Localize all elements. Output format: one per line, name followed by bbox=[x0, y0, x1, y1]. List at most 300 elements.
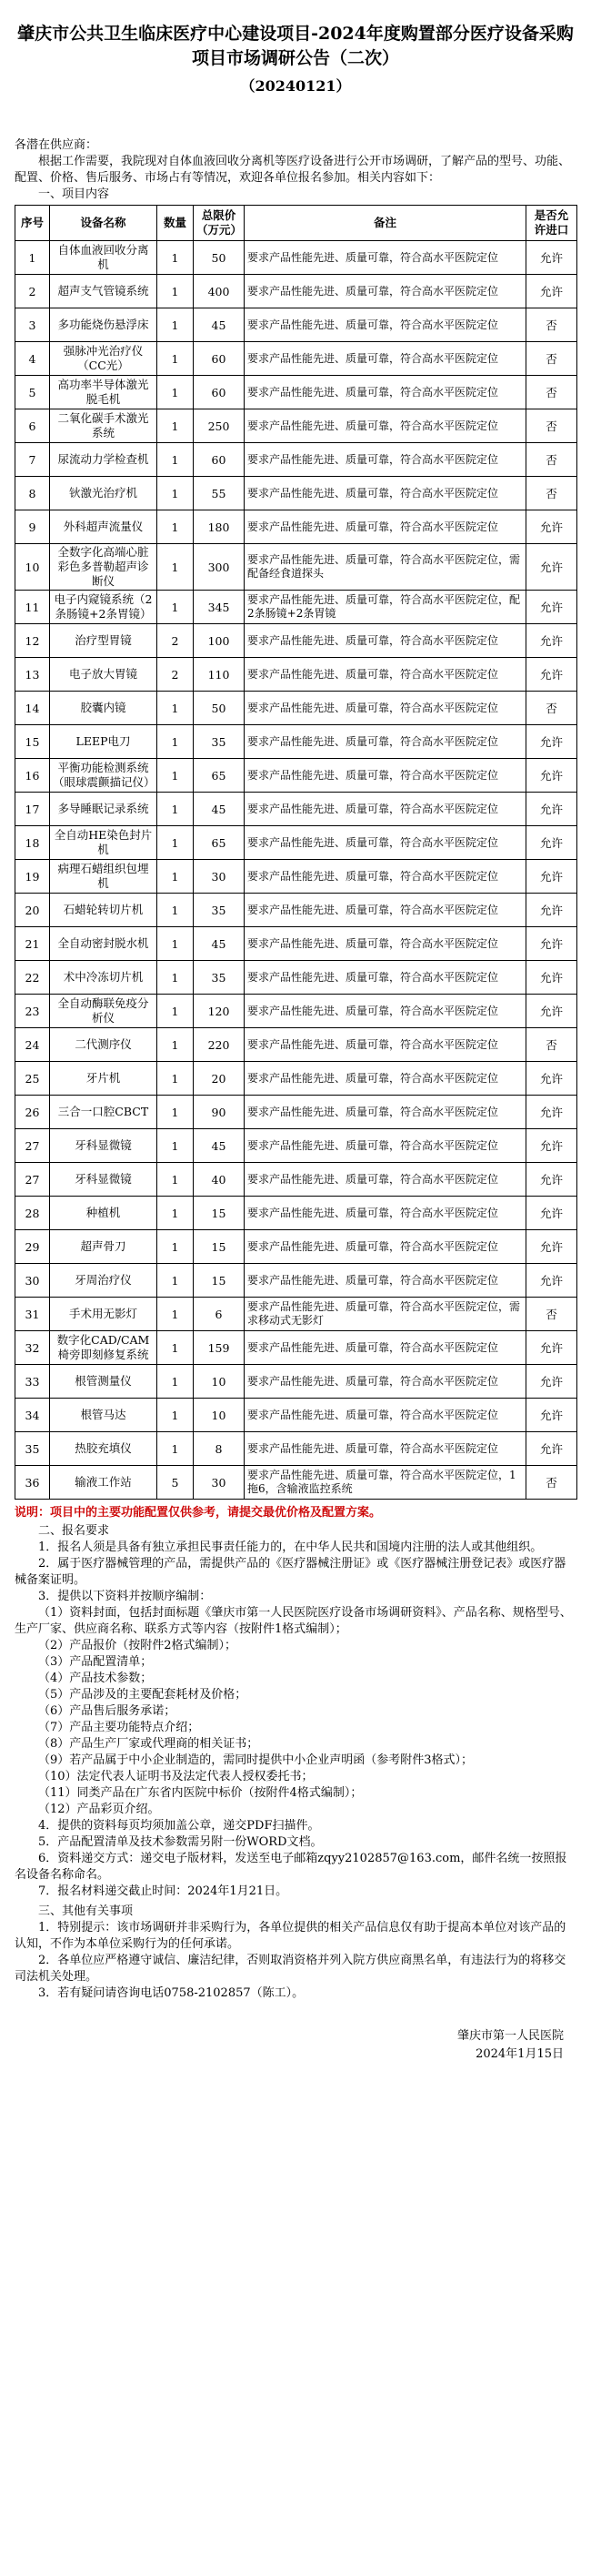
cell-qty: 1 bbox=[157, 1062, 194, 1096]
table-row bbox=[15, 342, 577, 376]
list-item: 2．属于医疗器械管理的产品，需提供产品的《医疗器械注册证》或《医疗器械注册登记表》或医疗器械备案证明。 bbox=[15, 1557, 566, 1587]
list-item: 7．报名材料递交截止时间：2024年1月21日。 bbox=[38, 1884, 288, 1898]
cell-no: 31 bbox=[15, 1298, 50, 1331]
cell-no: 3 bbox=[15, 308, 50, 342]
list-item: 2．各单位应严格遵守诚信、廉洁纪律，否则取消资格并列入院方供应商黑名单，有违法行为的将移交司法机关处理。 bbox=[15, 1954, 566, 1984]
cell-import: 允许 bbox=[526, 894, 577, 927]
cell-name: 二代测序仪 bbox=[50, 1028, 157, 1062]
list-item: （11）同类产品在广东省内医院中标价（按附件4格式编制）； bbox=[38, 1786, 363, 1800]
cell-no: 24 bbox=[15, 1028, 50, 1062]
intro-block bbox=[0, 137, 591, 203]
cell-import: 否 bbox=[526, 1028, 577, 1062]
cell-import: 允许 bbox=[526, 1096, 577, 1129]
table-row bbox=[15, 894, 577, 927]
cell-import: 否 bbox=[526, 692, 577, 725]
cell-name: 强脉冲光治疗仪（CC光） bbox=[50, 342, 157, 376]
list-item: （12）产品彩页介绍。 bbox=[38, 1803, 160, 1816]
table-row bbox=[15, 725, 577, 759]
cell-price: 30 bbox=[194, 1466, 245, 1500]
list-item: （7）产品主要功能特点介绍； bbox=[38, 1721, 200, 1734]
signature-org: 肇庆市第一人民医院 bbox=[456, 2029, 564, 2043]
cell-name: 全自动密封脱水机 bbox=[50, 927, 157, 961]
cell-price: 55 bbox=[194, 477, 245, 510]
cell-qty: 1 bbox=[157, 1298, 194, 1331]
cell-name: 超声骨刀 bbox=[50, 1230, 157, 1264]
cell-import: 允许 bbox=[526, 1331, 577, 1365]
cell-qty: 1 bbox=[157, 1163, 194, 1197]
cell-import: 允许 bbox=[526, 591, 577, 624]
cell-import: 允许 bbox=[526, 995, 577, 1028]
cell-qty: 1 bbox=[157, 961, 194, 995]
cell-name: 自体血液回收分离机 bbox=[50, 241, 157, 275]
cell-qty: 1 bbox=[157, 1197, 194, 1230]
cell-name: 全自动酶联免疫分析仪 bbox=[50, 995, 157, 1028]
cell-price: 60 bbox=[194, 342, 245, 376]
cell-import: 否 bbox=[526, 409, 577, 443]
cell-price: 110 bbox=[194, 658, 245, 692]
col-header-price: 总限价（万元） bbox=[194, 206, 245, 241]
cell-no: 32 bbox=[15, 1331, 50, 1365]
cell-import: 允许 bbox=[526, 241, 577, 275]
cell-qty: 1 bbox=[157, 725, 194, 759]
cell-qty: 1 bbox=[157, 826, 194, 860]
cell-note: 要求产品性能先进、质量可靠，符合高水平医院定位 bbox=[245, 1096, 526, 1129]
list-item: 4．提供的资料每页均须加盖公章，递交PDF扫描件。 bbox=[38, 1819, 320, 1833]
cell-note: 要求产品性能先进、质量可靠，符合高水平医院定位，1拖6，含输液监控系统 bbox=[245, 1466, 526, 1500]
cell-no: 5 bbox=[15, 376, 50, 409]
page-title: 肇庆市公共卫生临床医疗中心建设项目-2024年度购置部分医疗设备采购项目市场调研公告（二次） bbox=[17, 24, 574, 68]
table-row bbox=[15, 275, 577, 308]
cell-note: 要求产品性能先进、质量可靠，符合高水平医院定位 bbox=[245, 376, 526, 409]
cell-no: 21 bbox=[15, 927, 50, 961]
table-row bbox=[15, 1062, 577, 1096]
cell-no: 25 bbox=[15, 1062, 50, 1096]
cell-no: 33 bbox=[15, 1365, 50, 1399]
table-row bbox=[15, 995, 577, 1028]
list-item: （10）法定代表人证明书及法定代表人授权委托书； bbox=[38, 1770, 314, 1783]
cell-name: 三合一口腔CBCT bbox=[50, 1096, 157, 1129]
table-row bbox=[15, 477, 577, 510]
cell-qty: 1 bbox=[157, 544, 194, 591]
cell-price: 6 bbox=[194, 1298, 245, 1331]
cell-note: 要求产品性能先进、质量可靠，符合高水平医院定位 bbox=[245, 342, 526, 376]
cell-note: 要求产品性能先进、质量可靠，符合高水平医院定位 bbox=[245, 308, 526, 342]
list-item: 3．提供以下资料并按顺序编制： bbox=[38, 1590, 212, 1603]
cell-no: 11 bbox=[15, 591, 50, 624]
table-row bbox=[15, 1230, 577, 1264]
list-item: （5）产品涉及的主要配套耗材及价格； bbox=[38, 1688, 247, 1702]
col-header-qty: 数量 bbox=[157, 206, 194, 241]
cell-note: 要求产品性能先进、质量可靠，符合高水平医院定位 bbox=[245, 658, 526, 692]
cell-note: 要求产品性能先进、质量可靠，符合高水平医院定位，需求移动式无影灯 bbox=[245, 1298, 526, 1331]
cell-name: 手术用无影灯 bbox=[50, 1298, 157, 1331]
cell-import: 允许 bbox=[526, 759, 577, 793]
table-row bbox=[15, 961, 577, 995]
salutation: 各潜在供应商： bbox=[15, 138, 98, 152]
cell-price: 35 bbox=[194, 725, 245, 759]
cell-import: 允许 bbox=[526, 1264, 577, 1298]
cell-qty: 1 bbox=[157, 927, 194, 961]
cell-import: 否 bbox=[526, 376, 577, 409]
cell-import: 允许 bbox=[526, 1230, 577, 1264]
cell-name: 数字化CAD/CAM椅旁即刻修复系统 bbox=[50, 1331, 157, 1365]
cell-note: 要求产品性能先进、质量可靠，符合高水平医院定位 bbox=[245, 1197, 526, 1230]
cell-qty: 1 bbox=[157, 591, 194, 624]
table-row bbox=[15, 1331, 577, 1365]
cell-no: 6 bbox=[15, 409, 50, 443]
cell-price: 45 bbox=[194, 308, 245, 342]
cell-name: 种植机 bbox=[50, 1197, 157, 1230]
section-2-items bbox=[15, 1540, 576, 1900]
cell-import: 允许 bbox=[526, 1432, 577, 1466]
cell-qty: 1 bbox=[157, 443, 194, 477]
cell-qty: 1 bbox=[157, 995, 194, 1028]
cell-qty: 1 bbox=[157, 308, 194, 342]
cell-note: 要求产品性能先进、质量可靠，符合高水平医院定位 bbox=[245, 725, 526, 759]
table-row bbox=[15, 544, 577, 591]
cell-import: 允许 bbox=[526, 1129, 577, 1163]
cell-name: 治疗型胃镜 bbox=[50, 624, 157, 658]
cell-import: 允许 bbox=[526, 927, 577, 961]
cell-import: 否 bbox=[526, 1298, 577, 1331]
cell-no: 1 bbox=[15, 241, 50, 275]
cell-qty: 1 bbox=[157, 793, 194, 826]
cell-note: 要求产品性能先进、质量可靠，符合高水平医院定位 bbox=[245, 510, 526, 544]
col-header-note: 备注 bbox=[245, 206, 526, 241]
cell-note: 要求产品性能先进、质量可靠，符合高水平医院定位 bbox=[245, 860, 526, 894]
cell-import: 允许 bbox=[526, 1399, 577, 1432]
cell-name: 根管测量仪 bbox=[50, 1365, 157, 1399]
cell-note: 要求产品性能先进、质量可靠，符合高水平医院定位 bbox=[245, 826, 526, 860]
cell-price: 15 bbox=[194, 1230, 245, 1264]
cell-price: 10 bbox=[194, 1399, 245, 1432]
cell-no: 13 bbox=[15, 658, 50, 692]
cell-name: 牙科显微镜 bbox=[50, 1163, 157, 1197]
list-item: 1．特别提示：该市场调研并非采购行为，各单位提供的相关产品信息仅有助于提高本单位对该产品的认知，不作为本单位采购行为的任何承诺。 bbox=[15, 1921, 566, 1951]
table-row bbox=[15, 376, 577, 409]
cell-note: 要求产品性能先进、质量可靠，符合高水平医院定位 bbox=[245, 1129, 526, 1163]
cell-qty: 1 bbox=[157, 759, 194, 793]
cell-no: 19 bbox=[15, 860, 50, 894]
cell-price: 20 bbox=[194, 1062, 245, 1096]
cell-note: 要求产品性能先进、质量可靠，符合高水平医院定位 bbox=[245, 1230, 526, 1264]
col-header-no: 序号 bbox=[15, 206, 50, 241]
cell-note: 要求产品性能先进、质量可靠，符合高水平医院定位 bbox=[245, 624, 526, 658]
table-row bbox=[15, 860, 577, 894]
cell-no: 2 bbox=[15, 275, 50, 308]
cell-name: 石蜡轮转切片机 bbox=[50, 894, 157, 927]
cell-name: 平衡功能检测系统（眼球震颤描记仪） bbox=[50, 759, 157, 793]
cell-qty: 1 bbox=[157, 1399, 194, 1432]
cell-no: 26 bbox=[15, 1096, 50, 1129]
cell-import: 否 bbox=[526, 342, 577, 376]
cell-qty: 1 bbox=[157, 1129, 194, 1163]
cell-name: 牙科显微镜 bbox=[50, 1129, 157, 1163]
cell-name: 钬激光治疗机 bbox=[50, 477, 157, 510]
table-body bbox=[15, 241, 577, 1500]
cell-price: 45 bbox=[194, 927, 245, 961]
cell-note: 要求产品性能先进、质量可靠，符合高水平医院定位 bbox=[245, 793, 526, 826]
cell-price: 60 bbox=[194, 443, 245, 477]
cell-price: 15 bbox=[194, 1197, 245, 1230]
cell-note: 要求产品性能先进、质量可靠，符合高水平医院定位 bbox=[245, 1432, 526, 1466]
cell-name: 病理石蜡组织包埋机 bbox=[50, 860, 157, 894]
cell-note: 要求产品性能先进、质量可靠，符合高水平医院定位 bbox=[245, 692, 526, 725]
cell-no: 18 bbox=[15, 826, 50, 860]
cell-qty: 1 bbox=[157, 1096, 194, 1129]
cell-price: 45 bbox=[194, 793, 245, 826]
cell-import: 否 bbox=[526, 1466, 577, 1500]
cell-qty: 1 bbox=[157, 692, 194, 725]
cell-no: 34 bbox=[15, 1399, 50, 1432]
cell-name: 术中冷冻切片机 bbox=[50, 961, 157, 995]
cell-note: 要求产品性能先进、质量可靠，符合高水平医院定位 bbox=[245, 1028, 526, 1062]
table-row bbox=[15, 1365, 577, 1399]
cell-price: 60 bbox=[194, 376, 245, 409]
cell-import: 允许 bbox=[526, 1197, 577, 1230]
cell-price: 50 bbox=[194, 692, 245, 725]
table-row bbox=[15, 1298, 577, 1331]
cell-qty: 1 bbox=[157, 1432, 194, 1466]
cell-qty: 2 bbox=[157, 658, 194, 692]
cell-no: 4 bbox=[15, 342, 50, 376]
list-item: 3．若有疑问请咨询电话0758-2102857（陈工）。 bbox=[38, 1986, 305, 2000]
cell-name: 多导睡眠记录系统 bbox=[50, 793, 157, 826]
cell-import: 否 bbox=[526, 308, 577, 342]
cell-name: 电子放大胃镜 bbox=[50, 658, 157, 692]
cell-price: 40 bbox=[194, 1163, 245, 1197]
cell-no: 22 bbox=[15, 961, 50, 995]
cell-qty: 1 bbox=[157, 241, 194, 275]
table-row bbox=[15, 624, 577, 658]
cell-note: 要求产品性能先进、质量可靠，符合高水平医院定位 bbox=[245, 995, 526, 1028]
cell-qty: 2 bbox=[157, 624, 194, 658]
list-item: 1．报名人须是具备有独立承担民事责任能力的，在中华人民共和国境内注册的法人或其他组织。 bbox=[38, 1541, 543, 1554]
cell-import: 允许 bbox=[526, 961, 577, 995]
cell-price: 100 bbox=[194, 624, 245, 658]
list-item: （2）产品报价（按附件2格式编制）； bbox=[38, 1639, 237, 1652]
cell-price: 90 bbox=[194, 1096, 245, 1129]
list-item: （9）若产品属于中小企业制造的，需同时提供中小企业声明函（参考附件3格式）； bbox=[38, 1753, 474, 1767]
cell-qty: 1 bbox=[157, 342, 194, 376]
list-item: （1）资料封面，包括封面标题《肇庆市第一人民医院医疗设备市场调研资料》、产品名称、规格型号、生产厂家、供应商名称、联系方式等内容（按附件1格式编制）； bbox=[15, 1606, 572, 1636]
equipment-table bbox=[15, 205, 577, 1500]
cell-qty: 1 bbox=[157, 409, 194, 443]
cell-qty: 1 bbox=[157, 376, 194, 409]
cell-note: 要求产品性能先进、质量可靠，符合高水平医院定位 bbox=[245, 961, 526, 995]
table-row bbox=[15, 692, 577, 725]
table-row bbox=[15, 1096, 577, 1129]
cell-qty: 1 bbox=[157, 510, 194, 544]
section-1-title: 一、项目内容 bbox=[38, 187, 110, 201]
cell-price: 250 bbox=[194, 409, 245, 443]
cell-name: 胶囊内镜 bbox=[50, 692, 157, 725]
cell-no: 9 bbox=[15, 510, 50, 544]
cell-price: 65 bbox=[194, 826, 245, 860]
cell-name: 牙周治疗仪 bbox=[50, 1264, 157, 1298]
list-item: （3）产品配置清单； bbox=[38, 1655, 153, 1669]
cell-price: 220 bbox=[194, 1028, 245, 1062]
cell-import: 允许 bbox=[526, 624, 577, 658]
cell-note: 要求产品性能先进、质量可靠，符合高水平医院定位 bbox=[245, 1264, 526, 1298]
cell-note: 要求产品性能先进、质量可靠，符合高水平医院定位 bbox=[245, 1163, 526, 1197]
cell-name: 根管马达 bbox=[50, 1399, 157, 1432]
cell-price: 120 bbox=[194, 995, 245, 1028]
cell-import: 允许 bbox=[526, 1365, 577, 1399]
notice-text: 说明：项目中的主要功能配置仅供参考，请提交最优价格及配置方案。 bbox=[15, 1506, 382, 1520]
cell-qty: 1 bbox=[157, 1365, 194, 1399]
section-3-items bbox=[15, 1920, 576, 2002]
cell-price: 45 bbox=[194, 1129, 245, 1163]
intro-paragraph: 根据工作需要，我院现对自体血液回收分离机等医疗设备进行公开市场调研，了解产品的型号、功能、配置、价格、售后服务、市场占有等情况，欢迎各单位报名参加。相关内容如下： bbox=[15, 155, 571, 185]
table-row bbox=[15, 1399, 577, 1432]
cell-import: 允许 bbox=[526, 658, 577, 692]
cell-no: 8 bbox=[15, 477, 50, 510]
cell-note: 要求产品性能先进、质量可靠，符合高水平医院定位 bbox=[245, 1365, 526, 1399]
list-item: （4）产品技术参数； bbox=[38, 1672, 153, 1685]
cell-import: 允许 bbox=[526, 275, 577, 308]
cell-no: 12 bbox=[15, 624, 50, 658]
cell-price: 35 bbox=[194, 894, 245, 927]
cell-name: LEEP电刀 bbox=[50, 725, 157, 759]
cell-note: 要求产品性能先进、质量可靠，符合高水平医院定位 bbox=[245, 241, 526, 275]
cell-note: 要求产品性能先进、质量可靠，符合高水平医院定位 bbox=[245, 275, 526, 308]
list-item: （6）产品售后服务承诺； bbox=[38, 1704, 176, 1718]
cell-import: 否 bbox=[526, 443, 577, 477]
cell-import: 允许 bbox=[526, 860, 577, 894]
cell-price: 10 bbox=[194, 1365, 245, 1399]
cell-price: 30 bbox=[194, 860, 245, 894]
cell-no: 20 bbox=[15, 894, 50, 927]
cell-no: 10 bbox=[15, 544, 50, 591]
cell-import: 允许 bbox=[526, 1062, 577, 1096]
cell-price: 65 bbox=[194, 759, 245, 793]
cell-note: 要求产品性能先进、质量可靠，符合高水平医院定位 bbox=[245, 759, 526, 793]
table-row bbox=[15, 1264, 577, 1298]
cell-name: 多功能烧伤悬浮床 bbox=[50, 308, 157, 342]
table-row bbox=[15, 793, 577, 826]
cell-qty: 1 bbox=[157, 894, 194, 927]
cell-price: 8 bbox=[194, 1432, 245, 1466]
table-row bbox=[15, 443, 577, 477]
table-row bbox=[15, 1163, 577, 1197]
table-header-row bbox=[15, 206, 577, 241]
col-header-import: 是否允许进口 bbox=[526, 206, 577, 241]
table-row bbox=[15, 241, 577, 275]
table-row bbox=[15, 1432, 577, 1466]
section-3-title: 三、其他有关事项 bbox=[38, 1904, 134, 1918]
cell-qty: 1 bbox=[157, 860, 194, 894]
section-2-title: 二、报名要求 bbox=[38, 1524, 110, 1538]
list-item: 5．产品配置清单及技术参数需另附一份WORD文档。 bbox=[38, 1835, 323, 1849]
cell-import: 允许 bbox=[526, 826, 577, 860]
cell-name: 牙片机 bbox=[50, 1062, 157, 1096]
cell-name: 外科超声流量仪 bbox=[50, 510, 157, 544]
cell-import: 否 bbox=[526, 477, 577, 510]
table-row bbox=[15, 826, 577, 860]
table-row bbox=[15, 308, 577, 342]
cell-name: 输液工作站 bbox=[50, 1466, 157, 1500]
cell-note: 要求产品性能先进、质量可靠，符合高水平医院定位 bbox=[245, 409, 526, 443]
table-row bbox=[15, 927, 577, 961]
table-row bbox=[15, 510, 577, 544]
cell-no: 23 bbox=[15, 995, 50, 1028]
cell-qty: 1 bbox=[157, 1230, 194, 1264]
cell-qty: 1 bbox=[157, 1331, 194, 1365]
cell-no: 29 bbox=[15, 1230, 50, 1264]
cell-no: 27 bbox=[15, 1129, 50, 1163]
cell-name: 超声支气管镜系统 bbox=[50, 275, 157, 308]
cell-import: 允许 bbox=[526, 510, 577, 544]
cell-import: 允许 bbox=[526, 544, 577, 591]
cell-price: 15 bbox=[194, 1264, 245, 1298]
cell-name: 高功率半导体激光脱毛机 bbox=[50, 376, 157, 409]
cell-name: 电子内窥镜系统（2条肠镜+2条胃镜） bbox=[50, 591, 157, 624]
cell-price: 159 bbox=[194, 1331, 245, 1365]
cell-note: 要求产品性能先进、质量可靠，符合高水平医院定位 bbox=[245, 443, 526, 477]
cell-note: 要求产品性能先进、质量可靠，符合高水平医院定位 bbox=[245, 1062, 526, 1096]
cell-no: 27 bbox=[15, 1163, 50, 1197]
table-row bbox=[15, 409, 577, 443]
table-row bbox=[15, 1466, 577, 1500]
table-row bbox=[15, 1129, 577, 1163]
cell-price: 35 bbox=[194, 961, 245, 995]
signature-block bbox=[0, 2027, 591, 2064]
cell-price: 300 bbox=[194, 544, 245, 591]
cell-note: 要求产品性能先进、质量可靠，符合高水平医院定位 bbox=[245, 477, 526, 510]
cell-no: 35 bbox=[15, 1432, 50, 1466]
cell-qty: 1 bbox=[157, 1028, 194, 1062]
cell-qty: 5 bbox=[157, 1466, 194, 1500]
cell-no: 7 bbox=[15, 443, 50, 477]
cell-name: 全数字化高端心脏彩色多普勒超声诊断仪 bbox=[50, 544, 157, 591]
cell-note: 要求产品性能先进、质量可靠，符合高水平医院定位 bbox=[245, 1399, 526, 1432]
signature-date: 2024年1月15日 bbox=[476, 2047, 564, 2061]
cell-price: 400 bbox=[194, 275, 245, 308]
col-header-name: 设备名称 bbox=[50, 206, 157, 241]
table-row bbox=[15, 658, 577, 692]
list-item: 6．资料递交方式：递交电子版材料，发送至电子邮箱zqyy2102857@163.com，邮件名统一按照报名设备名称命名。 bbox=[15, 1852, 567, 1882]
cell-price: 50 bbox=[194, 241, 245, 275]
section-2 bbox=[0, 1523, 591, 1900]
cell-no: 30 bbox=[15, 1264, 50, 1298]
section-3 bbox=[0, 1904, 591, 2002]
cell-no: 16 bbox=[15, 759, 50, 793]
table-row bbox=[15, 591, 577, 624]
cell-name: 全自动HE染色封片机 bbox=[50, 826, 157, 860]
cell-note: 要求产品性能先进、质量可靠，符合高水平医院定位，需配备经食道探头 bbox=[245, 544, 526, 591]
table-row bbox=[15, 1197, 577, 1230]
announcement-number: （20240121） bbox=[240, 77, 351, 95]
cell-import: 允许 bbox=[526, 793, 577, 826]
cell-no: 15 bbox=[15, 725, 50, 759]
table-row bbox=[15, 759, 577, 793]
cell-note: 要求产品性能先进、质量可靠，符合高水平医院定位 bbox=[245, 927, 526, 961]
list-item: （8）产品生产厂家或代理商的相关证书； bbox=[38, 1737, 259, 1751]
cell-price: 180 bbox=[194, 510, 245, 544]
cell-no: 36 bbox=[15, 1466, 50, 1500]
cell-note: 要求产品性能先进、质量可靠，符合高水平医院定位 bbox=[245, 1331, 526, 1365]
cell-note: 要求产品性能先进、质量可靠，符合高水平医院定位，配2条肠镜+2条胃镜 bbox=[245, 591, 526, 624]
cell-no: 14 bbox=[15, 692, 50, 725]
cell-name: 尿流动力学检查机 bbox=[50, 443, 157, 477]
cell-no: 17 bbox=[15, 793, 50, 826]
cell-note: 要求产品性能先进、质量可靠，符合高水平医院定位 bbox=[245, 894, 526, 927]
cell-price: 345 bbox=[194, 591, 245, 624]
cell-name: 热胶充填仪 bbox=[50, 1432, 157, 1466]
cell-qty: 1 bbox=[157, 477, 194, 510]
cell-import: 允许 bbox=[526, 1163, 577, 1197]
